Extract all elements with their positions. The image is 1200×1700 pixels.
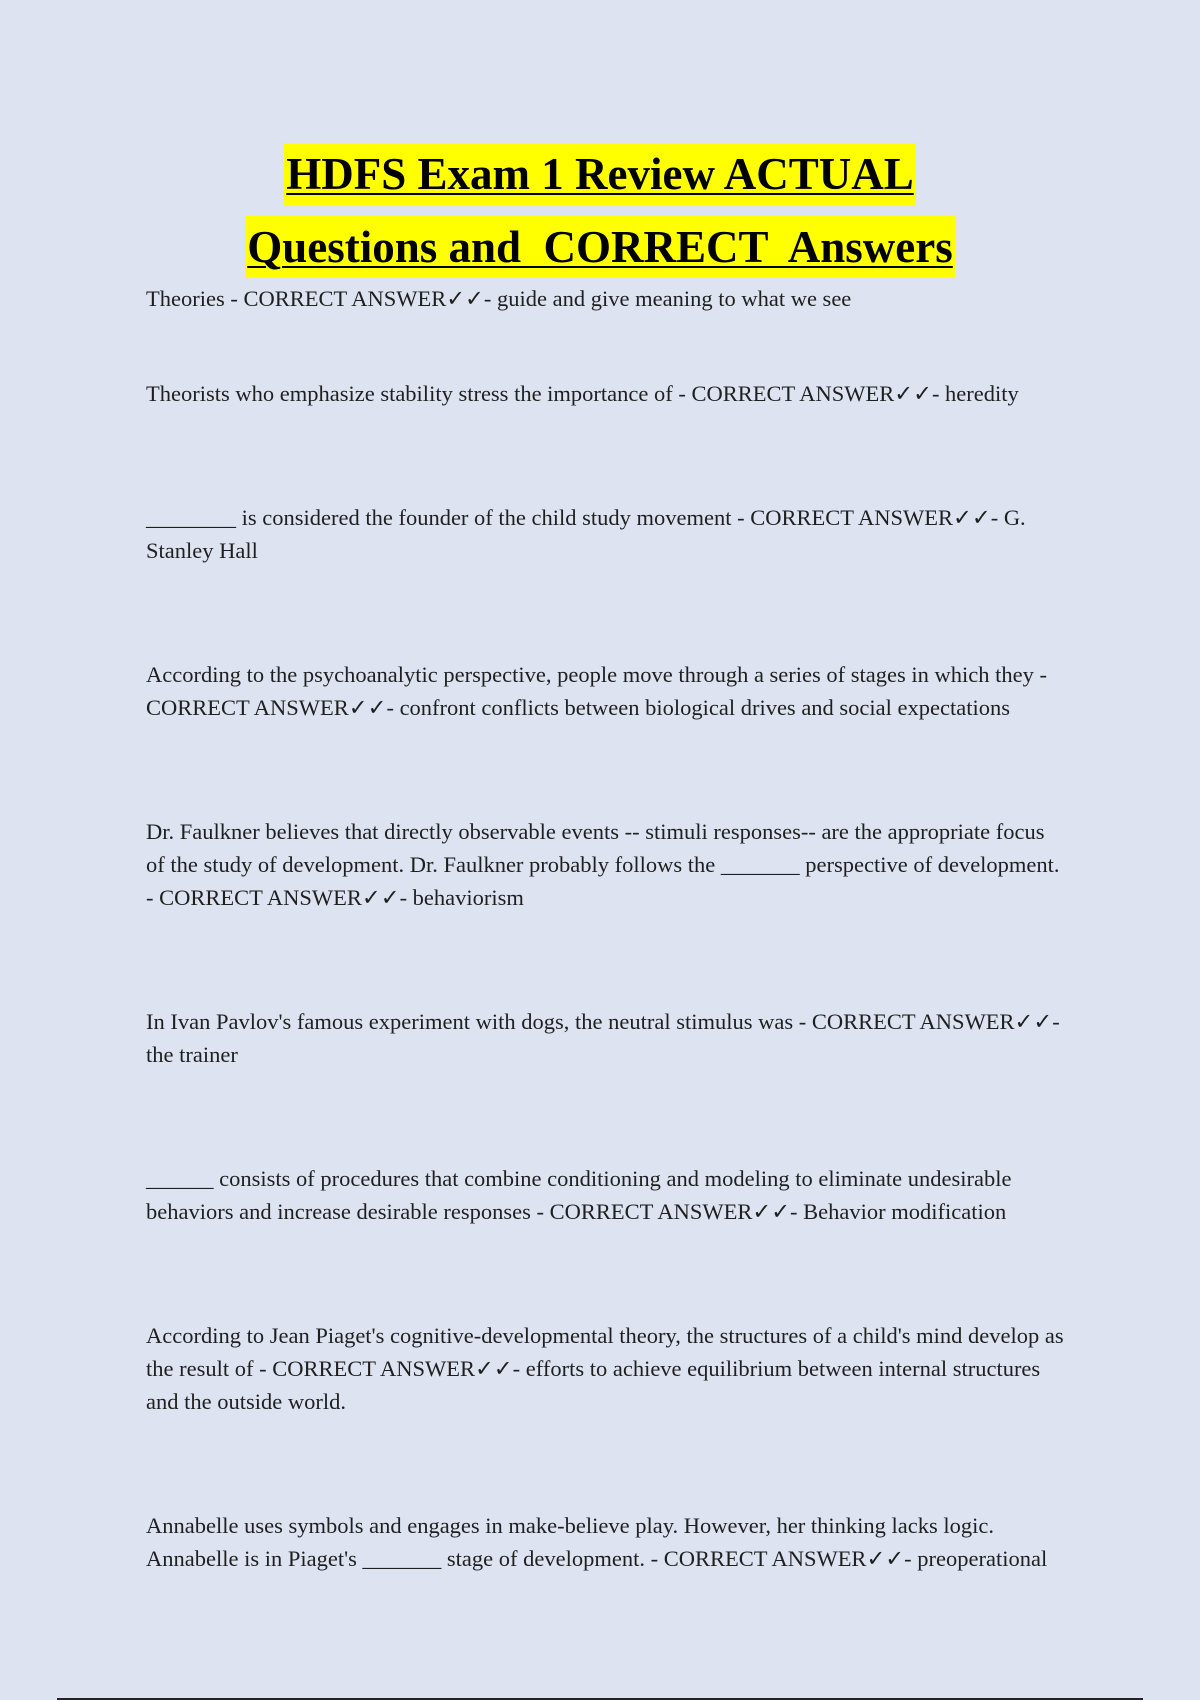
qa-item: Annabelle uses symbols and engages in make-believe play. However, her thinking lacks logic. Annabelle is in Piaget's _______ stage of development. - CORRECT ANSWER✓✓- preoperational: [146, 1513, 1048, 1571]
qa-item: ______ consists of procedures that combine conditioning and modeling to eliminate undesirable behaviors and increase desirable responses - CORRECT ANSWER✓✓- Behavior modification: [146, 1166, 1012, 1224]
qa-item: According to Jean Piaget's cognitive-developmental theory, the structures of a child's mind develop as the result of - CORRECT ANSWER✓✓- efforts to achieve equilibrium between internal structures and the outside world.: [146, 1323, 1064, 1414]
qa-item: Theories - CORRECT ANSWER✓✓- guide and give meaning to what we see: [146, 286, 852, 311]
qa-item: Theorists who emphasize stability stress the importance of - CORRECT ANSWER✓✓- heredity: [146, 381, 1019, 406]
qa-item: In Ivan Pavlov's famous experiment with dogs, the neutral stimulus was - CORRECT ANSWER✓✓- the trainer: [146, 1009, 1060, 1067]
qa-item: Dr. Faulkner believes that directly observable events -- stimuli responses-- are the appropriate focus of the study of development. Dr. Faulkner probably follows the _______ perspective of development. - CORRECT ANSWER✓✓- behaviorism: [146, 819, 1060, 910]
document-title: [0, 143, 1200, 289]
title-line-2: Questions and CORRECT Answers: [245, 216, 955, 278]
qa-item: ________ is considered the founder of the child study movement - CORRECT ANSWER✓✓- G. Stanley Hall: [146, 505, 1026, 563]
qa-list: [146, 282, 1066, 1666]
title-line-1: HDFS Exam 1 Review ACTUAL: [284, 143, 916, 205]
qa-item: According to the psychoanalytic perspective, people move through a series of stages in which they - CORRECT ANSWER✓✓- confront conflicts between biological drives and social expectations: [146, 662, 1047, 720]
